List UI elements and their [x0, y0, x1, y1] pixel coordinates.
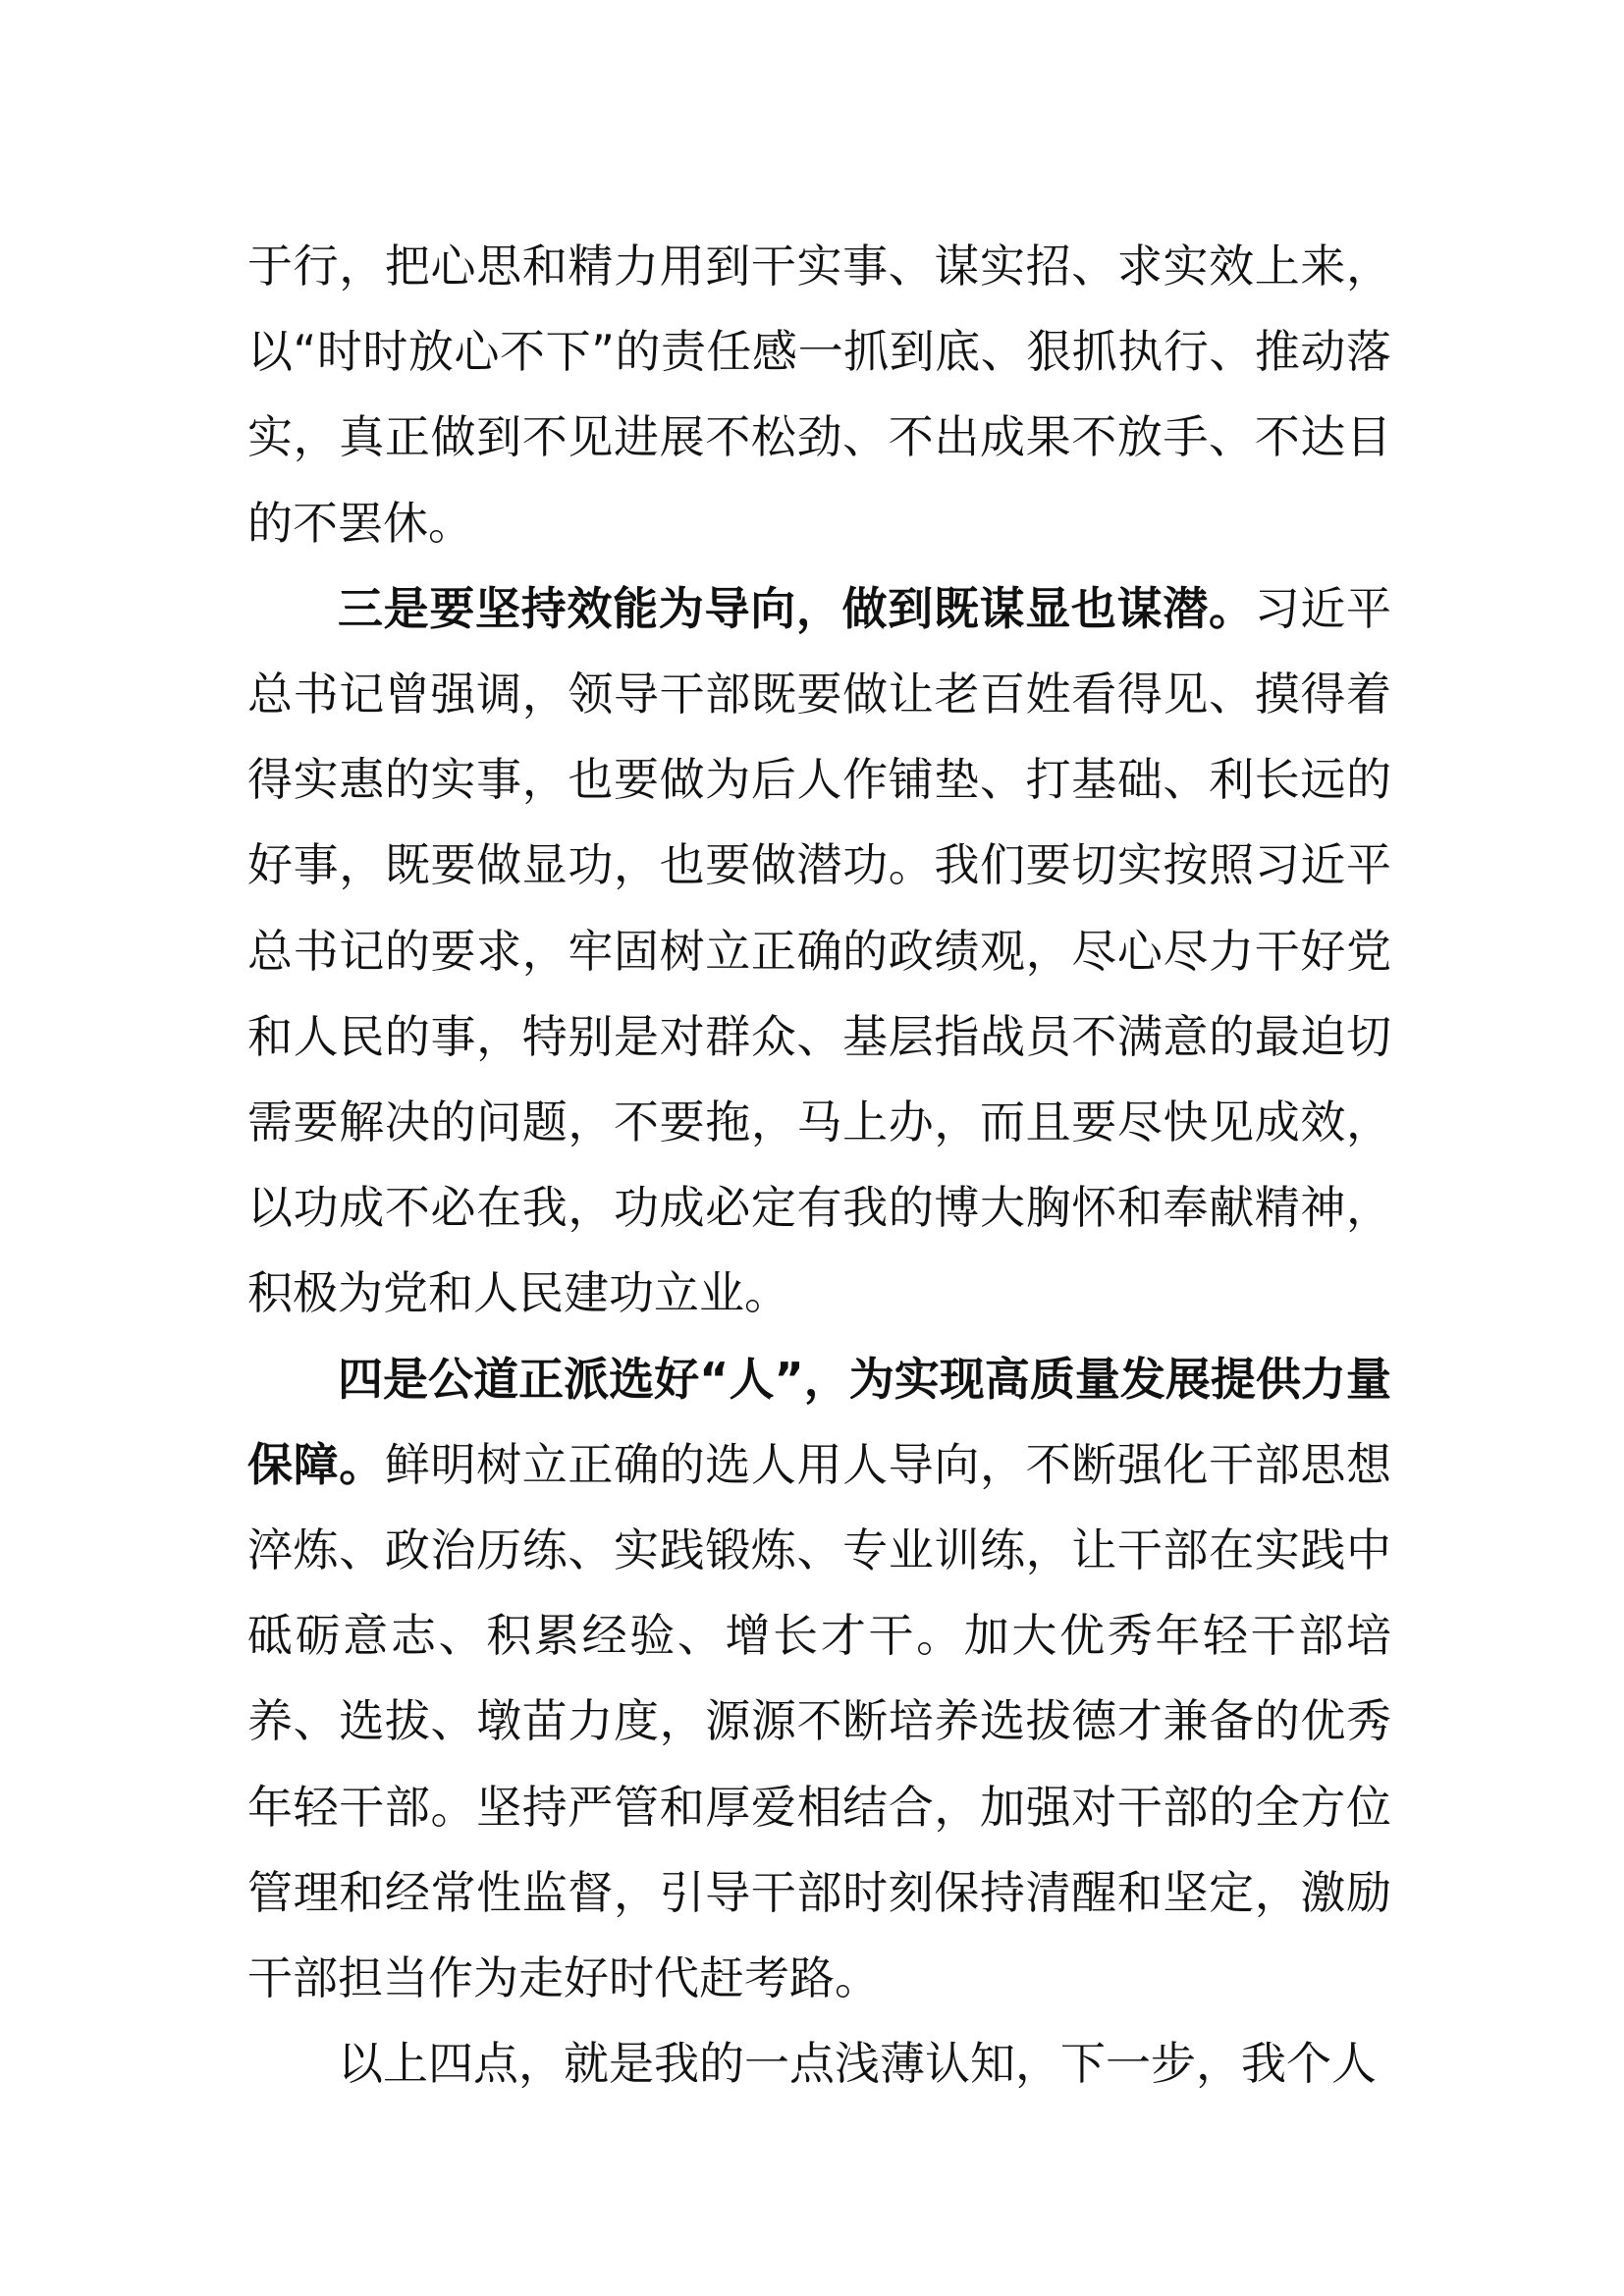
paragraph-4: [247, 2021, 1391, 2107]
paragraph-1: [247, 224, 1391, 566]
document-body: [247, 224, 1391, 2107]
paragraph-4-text: 以上四点，就是我的一点浅薄认知，下一步，我个人: [338, 2037, 1377, 2091]
paragraph-1-text: 于行，把心思和精力用到干实事、谋实招、求实效上来，以“时时放心不下”的责任感一抓到底、狠抓执行、推动落实，真正做到不见进展不松劲、不出成果不放手、不达目的不罢休。: [247, 240, 1391, 550]
paragraph-3: [247, 1337, 1391, 2022]
paragraph-3-text: 鲜明树立正确的选人用人导向，不断强化干部思想淬炼、政治历练、实践锻炼、专业训练，让干部在实践中砥砺意志、积累经验、增长才干。加大优秀年轻干部培养、选拔、墩苗力度，源源不断培养选拔德才兼备的优秀年轻干部。坚持严管和厚爱相结合，加强对干部的全方位管理和经常性监督，引导干部时刻保持清醒和坚定，激励干部担当作为走好时代赶考路。: [247, 1437, 1391, 2005]
paragraph-2-text: 习近平总书记曾强调，领导干部既要做让老百姓看得见、摸得着得实惠的实事，也要做为后人作铺垫、打基础、利长远的好事，既要做显功，也要做潜功。我们要切实按照习近平总书记的要求，牢固树立正确的政绩观，尽心尽力干好党和人民的事，特别是对群众、基层指战员不满意的最迫切需要解决的问题，不要拖，马上办，而且要尽快见成效，以功成不必在我，功成必定有我的博大胸怀和奉献精神，积极为党和人民建功立业。: [247, 581, 1392, 1320]
paragraph-2-heading: 三是要坚持效能为导向，做到既谋显也谋潜。: [338, 581, 1255, 635]
paragraph-2: [247, 566, 1391, 1337]
paragraph-3-heading: 四是公道正派选好“人”，为实现高质量发展提供力量保障。: [247, 1352, 1391, 1491]
